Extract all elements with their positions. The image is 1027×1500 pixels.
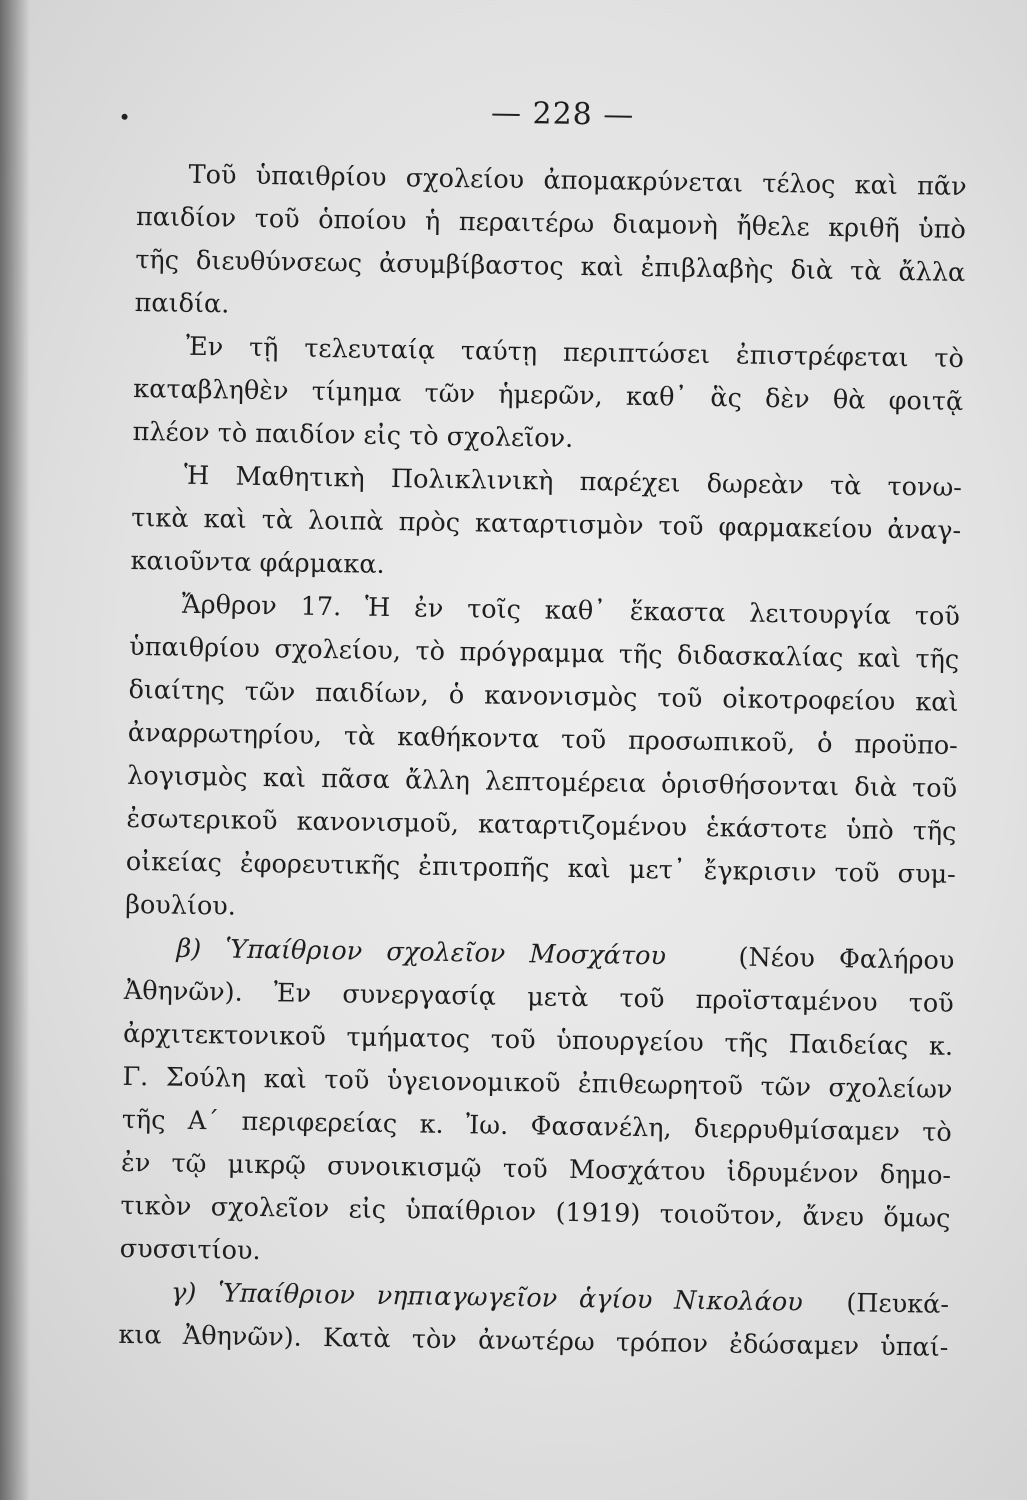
paragraph-2 bbox=[132, 325, 964, 467]
text-line: καιοῦντα φάρμακα. bbox=[130, 545, 385, 580]
text-line: βουλίου. bbox=[124, 889, 237, 922]
section-heading: β) Ὑπαίθριον σχολεῖον Μοσχάτου bbox=[176, 933, 667, 972]
page-edge-shadow bbox=[0, 0, 30, 1500]
text-line: τικὸν σχολεῖον εἰς ὑπαίθριον (1919) τοιοῦτον, ἄνευ ὅμως bbox=[120, 1190, 951, 1234]
text-line: Ἡ Μαθητικὴ Πολικλινικὴ παρέχει δωρεὰν τὰ τονω- bbox=[183, 460, 963, 503]
text-line: οἰκείας ἐφορευτικῆς ἐπιτροπῆς καὶ μετ᾽ ἔγκρισιν τοῦ συμ- bbox=[125, 846, 957, 890]
text-line: καταβληθὲν τίμημα τῶν ἡμερῶν, καθ᾽ ἃς δὲν θὰ φοιτᾷ bbox=[133, 373, 964, 417]
page-number: — 228 — bbox=[490, 95, 635, 133]
text-line: κια Ἀθηνῶν). Κατὰ τὸν ἀνωτέρω τρόπον ἐδώσαμεν ὑπαί- bbox=[118, 1319, 949, 1363]
text-line: συσσιτίου. bbox=[119, 1233, 261, 1267]
text-line: Τοῦ ὑπαιθρίου σχολείου ἀπομακρύνεται τέλος καὶ πᾶν bbox=[188, 159, 967, 203]
text-line: τῆς διευθύνσεως ἀσυμβίβαστος καὶ ἐπιβλαβὴς διὰ τὰ ἄλλα bbox=[135, 244, 966, 289]
text-line: ἐσωτερικοῦ κανονισμοῦ, καταρτιζομένου ἑκάστοτε ὑπὸ τῆς bbox=[126, 803, 957, 847]
text-line: Ἐν τῇ τελευταίᾳ ταύτῃ περιπτώσει ἐπιστρέφεται τὸ bbox=[185, 331, 965, 375]
text-line: παιδίον τοῦ ὁποίου ἡ περαιτέρω διαμονὴ ἤθελε κριθῆ ὑπὸ bbox=[135, 201, 967, 246]
text-line: τῆς Α´ περιφερείας κ. Ἰω. Φασανέλη, διερρυθμίσαμεν τὸ bbox=[121, 1104, 952, 1148]
text-line: διαίτης τῶν παιδίων, ὁ κανονισμὸς τοῦ οἰκοτροφείου καὶ bbox=[128, 674, 959, 718]
text-line: πλέον τὸ παιδίον εἰς τὸ σχολεῖον. bbox=[132, 416, 574, 454]
text-line: ἀναρρωτηρίου, τὰ καθήκοντα τοῦ προσωπικοῦ, ὁ προϋπο- bbox=[127, 717, 959, 761]
paragraph-1 bbox=[134, 153, 967, 338]
margin-dot bbox=[122, 114, 128, 120]
paragraph-section-b bbox=[119, 927, 954, 1284]
text-line: Ἄρθρον 17. Ἡ ἐν τοῖς καθ᾽ ἕκαστα λειτουργία τοῦ bbox=[181, 589, 961, 632]
text-line: παιδία. bbox=[134, 287, 230, 320]
text-line: Ἀθηνῶν). Ἐν συνεργασίᾳ μετὰ τοῦ προϊσταμένου τοῦ bbox=[123, 975, 954, 1019]
paragraph-section-c bbox=[118, 1271, 949, 1370]
text-line: ἐν τῷ μικρῷ συνοικισμῷ τοῦ Μοσχάτου ἱδρυμένον δημο- bbox=[120, 1147, 952, 1191]
text-line: λογισμὸς καὶ πᾶσα ἄλλη λεπτομέρεια ὁρισθήσονται διὰ τοῦ bbox=[126, 760, 958, 804]
text-line: τικὰ καὶ τὰ λοιπὰ πρὸς καταρτισμὸν τοῦ φαρμακείου ἀναγ- bbox=[131, 502, 962, 546]
page-text-block bbox=[118, 90, 968, 1370]
text-fragment: (Νέου Φαλήρου bbox=[738, 942, 955, 976]
text-fragment: (Πευκά- bbox=[846, 1288, 950, 1320]
section-heading: γ) Ὑπαίθριον νηπιαγωγεῖον ἁγίου Νικολάου bbox=[170, 1277, 803, 1318]
text-line: ἀρχιτεκτονικοῦ τμήματος τοῦ ὑπουργείου τῆς Παιδείας κ. bbox=[122, 1018, 954, 1062]
text-line: ὑπαιθρίου σχολείου, τὸ πρόγραμμα τῆς διδασκαλίας καὶ τῆς bbox=[129, 631, 960, 675]
paragraph-article-17 bbox=[125, 583, 960, 940]
paragraph-3 bbox=[130, 454, 962, 596]
text-line: Γ. Σούλη καὶ τοῦ ὑγειονομικοῦ ἐπιθεωρητοῦ τῶν σχολείων bbox=[122, 1061, 953, 1105]
